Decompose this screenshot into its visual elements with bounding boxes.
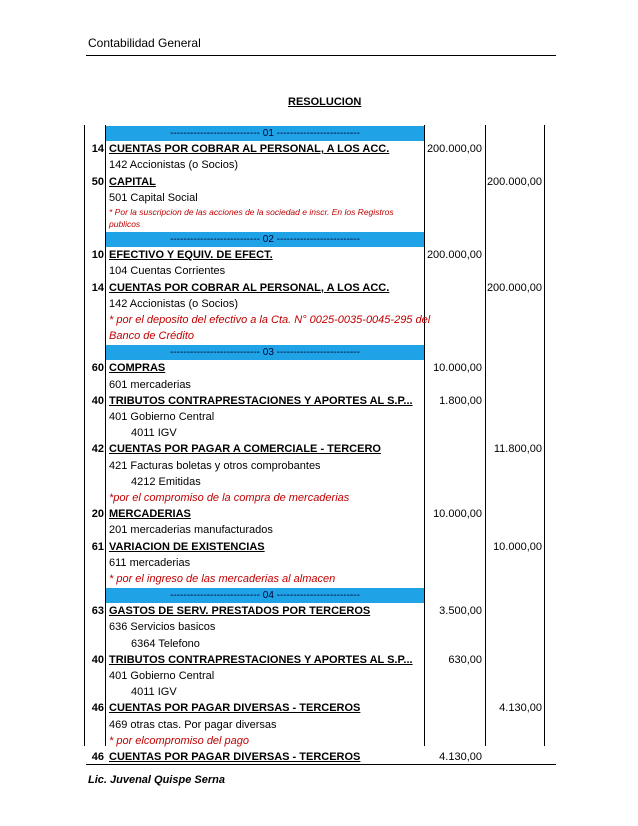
account-code: 14: [91, 281, 104, 294]
account-code: 20: [91, 508, 104, 521]
account-row: [84, 360, 544, 376]
subaccount-row: [84, 263, 544, 279]
header-rule: [86, 55, 556, 56]
account-code: 42: [91, 443, 104, 456]
account-code: 40: [91, 653, 104, 666]
credit-amount: 200.000,00: [486, 175, 542, 188]
subaccount-label: 469 otras ctas. Por pagar diversas: [109, 718, 277, 731]
debit-amount: 3.500,00: [439, 605, 482, 618]
gloss-row: [84, 733, 544, 749]
gloss-row: [84, 312, 544, 328]
subsubaccount-row: [84, 474, 544, 490]
subaccount-row: [84, 555, 544, 571]
subaccount-row: [84, 668, 544, 684]
subaccount-row: [84, 458, 544, 474]
account-name: CUENTAS POR PAGAR DIVERSAS - TERCEROS: [109, 750, 361, 763]
entry-number-bar: --------------------------- 02 -------------------------: [106, 232, 424, 247]
account-code: 46: [91, 750, 104, 763]
subaccount-row: [84, 377, 544, 393]
subaccount-row: [84, 190, 544, 206]
debit-amount: 4.130,00: [439, 750, 482, 763]
debit-amount: 10.000,00: [433, 508, 482, 521]
entry-separator: [84, 587, 544, 603]
subaccount-label: 401 Gobierno Central: [109, 411, 215, 423]
subaccount-row: [84, 409, 544, 425]
subsubaccount-label: 6364 Telefono: [131, 637, 200, 650]
subsubaccount-label: 4011 IGV: [131, 427, 177, 440]
subaccount-row: [84, 522, 544, 538]
account-name: TRIBUTOS CONTRAPRESTACIONES Y APORTES AL S.P...: [109, 653, 413, 666]
journal-ledger: [84, 125, 544, 765]
credit-amount: 11.800,00: [493, 443, 542, 456]
account-name: TRIBUTOS CONTRAPRESTACIONES Y APORTES AL S.P...: [109, 394, 413, 407]
account-name: CUENTAS POR PAGAR A COMERCIALE - TERCERO: [109, 443, 381, 456]
subaccount-row: [84, 717, 544, 733]
footer-rule: [86, 764, 556, 765]
subaccount-row: [84, 157, 544, 173]
subsubaccount-label: 4212 Emitidas: [131, 475, 201, 488]
gloss-row: [84, 490, 544, 506]
account-row: [84, 506, 544, 522]
subaccount-label: 421 Facturas boletas y otros comprobantes: [109, 459, 321, 472]
debit-amount: 1.800,00: [439, 394, 482, 407]
account-name: VARIACION DE EXISTENCIAS: [109, 540, 265, 553]
entry-gloss: *por el compromiso de la compra de mercaderias: [109, 491, 350, 504]
account-code: 14: [91, 143, 104, 156]
gloss-row: [84, 571, 544, 587]
subsubaccount-row: [84, 684, 544, 700]
subaccount-label: 501 Capital Social: [109, 191, 198, 204]
subaccount-row: [84, 296, 544, 312]
subaccount-label: 611 mercaderias: [109, 556, 191, 569]
account-name: CUENTAS POR COBRAR AL PERSONAL, A LOS ACC.: [109, 143, 390, 156]
document-title: RESOLUCION: [288, 96, 362, 108]
account-code: 60: [91, 362, 104, 375]
subaccount-label: 601 mercaderias: [109, 378, 191, 391]
entry-separator: [84, 125, 544, 141]
account-row: [84, 174, 544, 190]
account-name: MERCADERIAS: [109, 508, 191, 521]
account-row: [84, 603, 544, 619]
account-code: 46: [91, 702, 104, 715]
account-row: [84, 280, 544, 296]
entry-number-bar: --------------------------- 01 -------------------------: [106, 126, 424, 141]
subaccount-label: 104 Cuentas Corrientes: [109, 265, 226, 278]
entry-separator: [84, 344, 544, 360]
entry-gloss: * por el deposito del efectivo a la Cta. N° 0025-0035-0045-295 del: [109, 313, 431, 326]
subaccount-label: 142 Accionistas (o Socios): [109, 159, 239, 172]
subaccount-label: 201 mercaderias manufacturados: [109, 524, 273, 537]
debit-amount: 10.000,00: [433, 362, 482, 375]
subsubaccount-row: [84, 425, 544, 441]
gloss-row: [84, 328, 544, 344]
account-code: 63: [91, 605, 104, 618]
subaccount-label: 142 Accionistas (o Socios): [109, 297, 239, 310]
account-row: [84, 247, 544, 263]
account-code: 61: [91, 540, 104, 553]
account-row: [84, 141, 544, 157]
subsubaccount-label: 4011 IGV: [131, 686, 177, 699]
account-name: CUENTAS POR COBRAR AL PERSONAL, A LOS ACC.: [109, 281, 390, 294]
account-name: CUENTAS POR PAGAR DIVERSAS - TERCEROS: [109, 702, 361, 715]
account-row: [84, 393, 544, 409]
account-row: [84, 700, 544, 716]
account-name: EFECTIVO Y EQUIV. DE EFECT.: [109, 249, 273, 262]
entry-gloss: * por elcompromiso del pago: [109, 734, 250, 747]
debit-amount: 200.000,00: [426, 249, 482, 262]
account-name: CAPITAL: [109, 175, 156, 188]
credit-amount: 10.000,00: [493, 540, 542, 553]
account-name: GASTOS DE SERV. PRESTADOS POR TERCEROS: [109, 605, 371, 618]
credit-amount: 4.130,00: [499, 702, 542, 715]
subsubaccount-row: [84, 636, 544, 652]
account-code: 10: [91, 249, 104, 262]
entry-gloss: * por el ingreso de las mercaderias al almacen: [109, 572, 336, 585]
entry-number-bar: --------------------------- 03 -------------------------: [106, 345, 424, 360]
header-title: Contabilidad General: [88, 36, 201, 50]
account-row: [84, 652, 544, 668]
account-row: [84, 441, 544, 457]
subaccount-row: [84, 619, 544, 635]
footer-author: Lic. Juvenal Quispe Serna: [88, 774, 225, 786]
account-row: [84, 539, 544, 555]
account-code: 50: [91, 175, 104, 188]
account-row: [84, 749, 544, 765]
gloss-row: [84, 206, 544, 231]
account-code: 40: [91, 394, 104, 407]
entry-gloss: * Por la suscripcion de las acciones de la sociedad e inscr. En los Registros publicos: [109, 206, 394, 229]
subaccount-label: 636 Servicios basicos: [109, 621, 216, 634]
entry-number-bar: --------------------------- 04 -------------------------: [106, 588, 424, 603]
credit-amount: 200.000,00: [486, 281, 542, 294]
ledger-right-border: [544, 125, 545, 746]
entry-separator: [84, 231, 544, 247]
debit-amount: 630,00: [448, 653, 482, 666]
subaccount-label: 401 Gobierno Central: [109, 670, 215, 682]
debit-amount: 200.000,00: [426, 143, 482, 156]
entry-gloss: Banco de Crédito: [109, 330, 194, 343]
account-name: COMPRAS: [109, 362, 166, 375]
